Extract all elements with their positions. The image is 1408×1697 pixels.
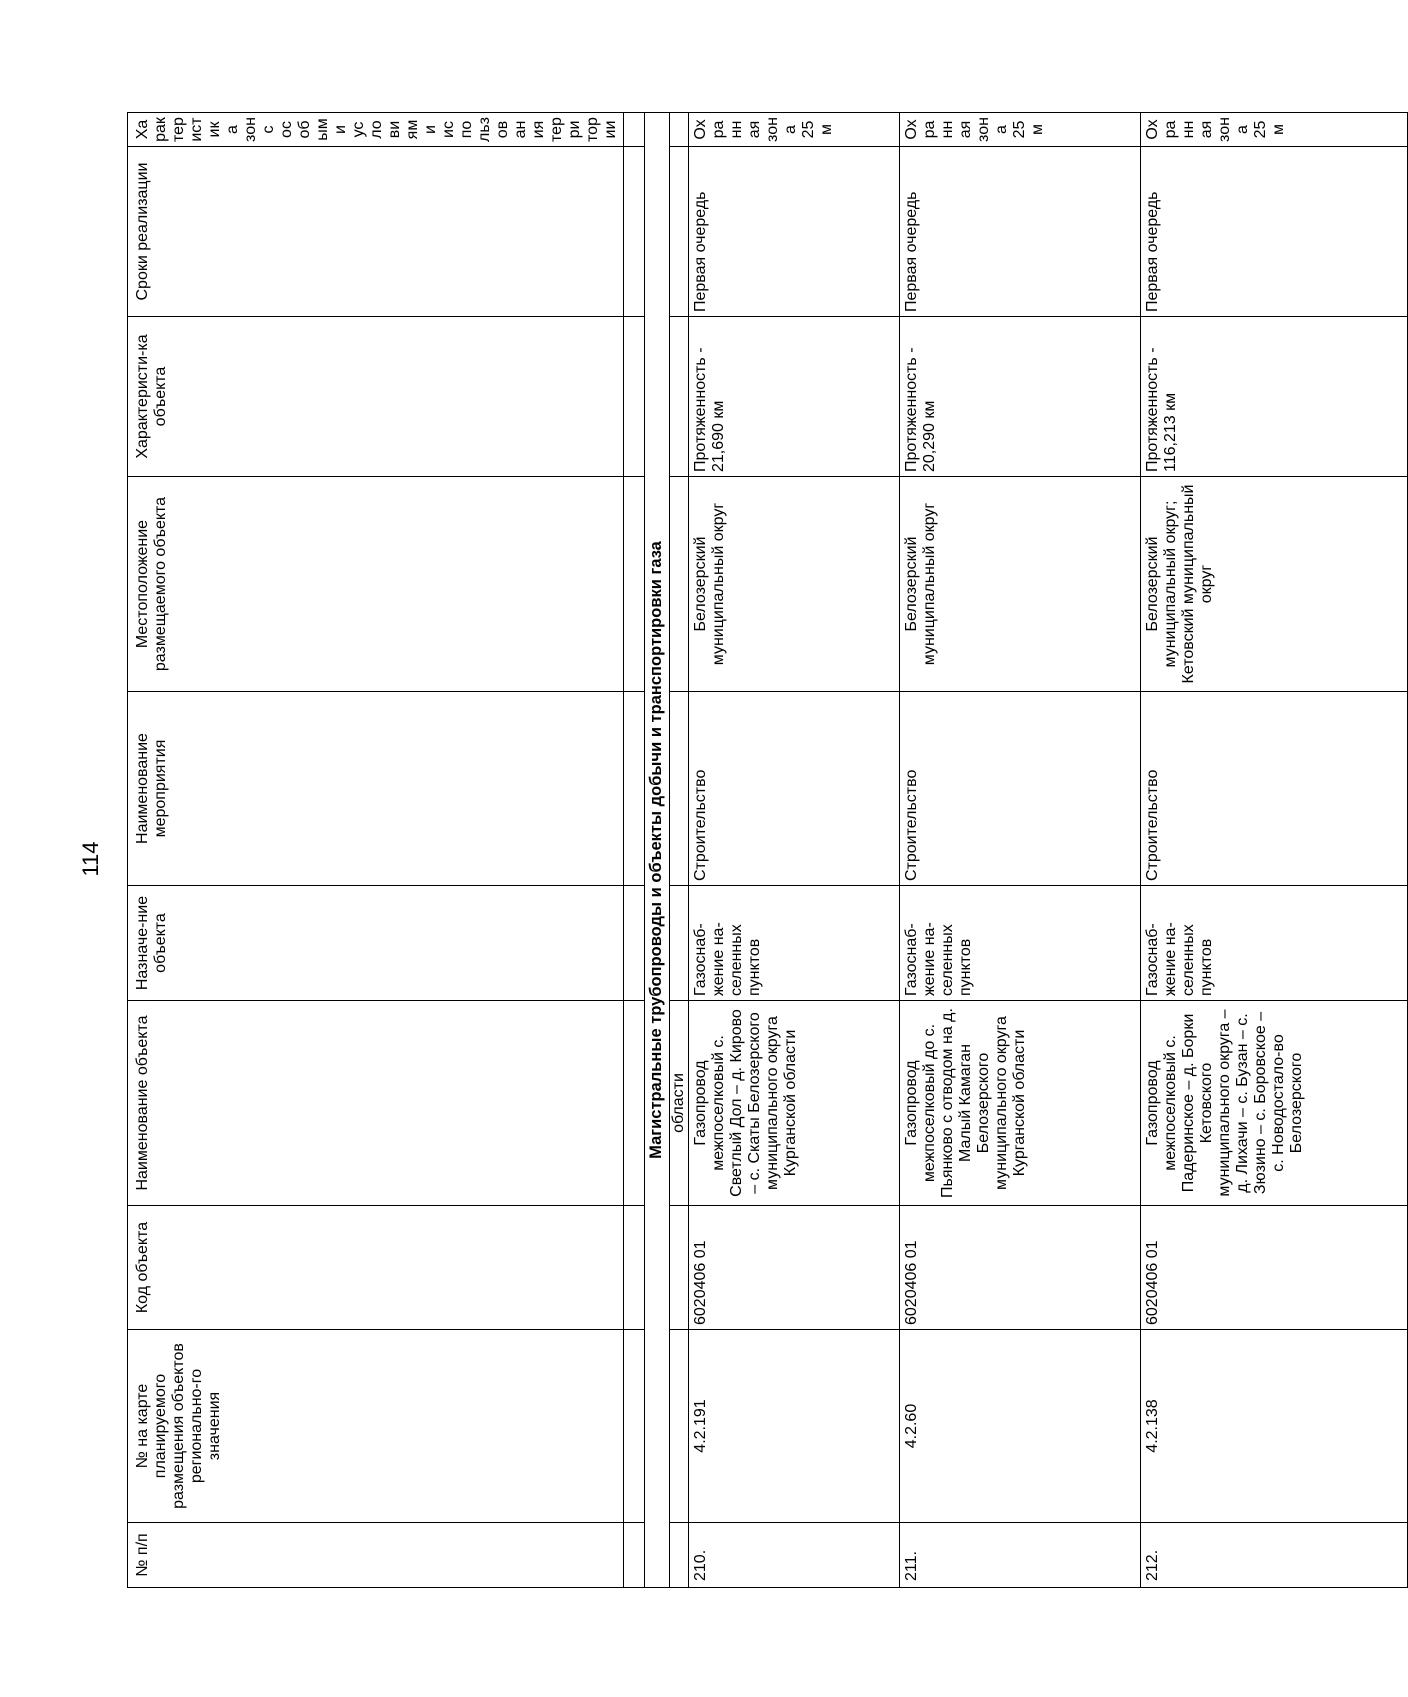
table-row — [689, 113, 900, 1588]
section-row — [645, 113, 670, 1588]
header-term: Сроки реализации — [128, 147, 624, 317]
continuation-text: области — [670, 1001, 689, 1206]
row-map-no: 4.2.191 — [689, 1330, 900, 1523]
row-purpose: Газоснаб-жение на-селенных пунктов — [689, 886, 900, 1001]
header-zone: Характеристика зон с особыми условиями использования территории — [128, 113, 624, 147]
row-map-no: 4.2.138 — [1141, 1330, 1408, 1523]
row-num: 210. — [689, 1523, 900, 1588]
row-num: 211. — [900, 1523, 1141, 1588]
header-row — [128, 113, 624, 1588]
row-name: Газопровод межпоселковый до с. Пьянково с отводом на д. Малый Камаган Белозерского муниципального округа Курганской области — [900, 1001, 1141, 1206]
row-zone: Охранная зона 25 м — [900, 113, 1141, 147]
header-name: Наименование объекта — [128, 1001, 624, 1206]
row-characteristic: Протяженность - 20,290 км — [900, 317, 1141, 477]
page-number: 114 — [78, 841, 103, 877]
section-title: Магистральные трубопроводы и объекты добычи и транспортировки газа — [645, 113, 670, 1588]
row-code: 6020406 01 — [1141, 1206, 1408, 1330]
row-code: 6020406 01 — [689, 1206, 900, 1330]
header-map-no: № на карте планируемого размещения объектов регионально-го значения — [128, 1330, 624, 1523]
row-term: Первая очередь — [1141, 147, 1408, 317]
header-characteristic: Характеристи-ка объекта — [128, 317, 624, 477]
row-location: Белозерский муниципальный округ — [900, 477, 1141, 692]
row-measure: Строительство — [900, 692, 1141, 886]
row-purpose: Газоснаб-жение на-селенных пунктов — [900, 886, 1141, 1001]
objects-table — [127, 112, 1408, 1588]
header-measure: Наименование мероприятия — [128, 692, 624, 886]
row-num: 212. — [1141, 1523, 1408, 1588]
row-name: Газопровод межпоселковый с. Падеринское – д. Борки Кетовского муниципального округа – д. Лихачи – с. Бузан – с. Зюзино – с. Боровское – с. Новодостало-во Белозерского — [1141, 1001, 1408, 1206]
row-name: Газопровод межпоселковый с. Светлый Дол – д. Кирово – с. Скаты Белозерского муниципального округа Курганской области — [689, 1001, 900, 1206]
row-characteristic: Протяженность - 21,690 км — [689, 317, 900, 477]
continuation-row — [670, 113, 689, 1588]
spacer-row — [624, 113, 645, 1588]
header-code: Код объекта — [128, 1206, 624, 1330]
row-measure: Строительство — [689, 692, 900, 886]
row-measure: Строительство — [1141, 692, 1408, 886]
row-characteristic: Протяженность - 116,213 км — [1141, 317, 1408, 477]
table-row — [900, 113, 1141, 1588]
row-code: 6020406 01 — [900, 1206, 1141, 1330]
row-term: Первая очередь — [900, 147, 1141, 317]
row-location: Белозерский муниципальный округ; Кетовский муниципальный округ — [1141, 477, 1408, 692]
row-map-no: 4.2.60 — [900, 1330, 1141, 1523]
document-table-container — [127, 113, 1305, 1588]
row-term: Первая очередь — [689, 147, 900, 317]
table-row — [1141, 113, 1408, 1588]
row-zone: Охранная зона 25 м — [1141, 113, 1408, 147]
header-num: № п/п — [128, 1523, 624, 1588]
row-zone: Охранная зона 25 м — [689, 113, 900, 147]
header-purpose: Назначе-ние объекта — [128, 886, 624, 1001]
header-location: Местоположение размещаемого объекта — [128, 477, 624, 692]
row-location: Белозерский муниципальный округ — [689, 477, 900, 692]
row-purpose: Газоснаб-жение на-селенных пунктов — [1141, 886, 1408, 1001]
